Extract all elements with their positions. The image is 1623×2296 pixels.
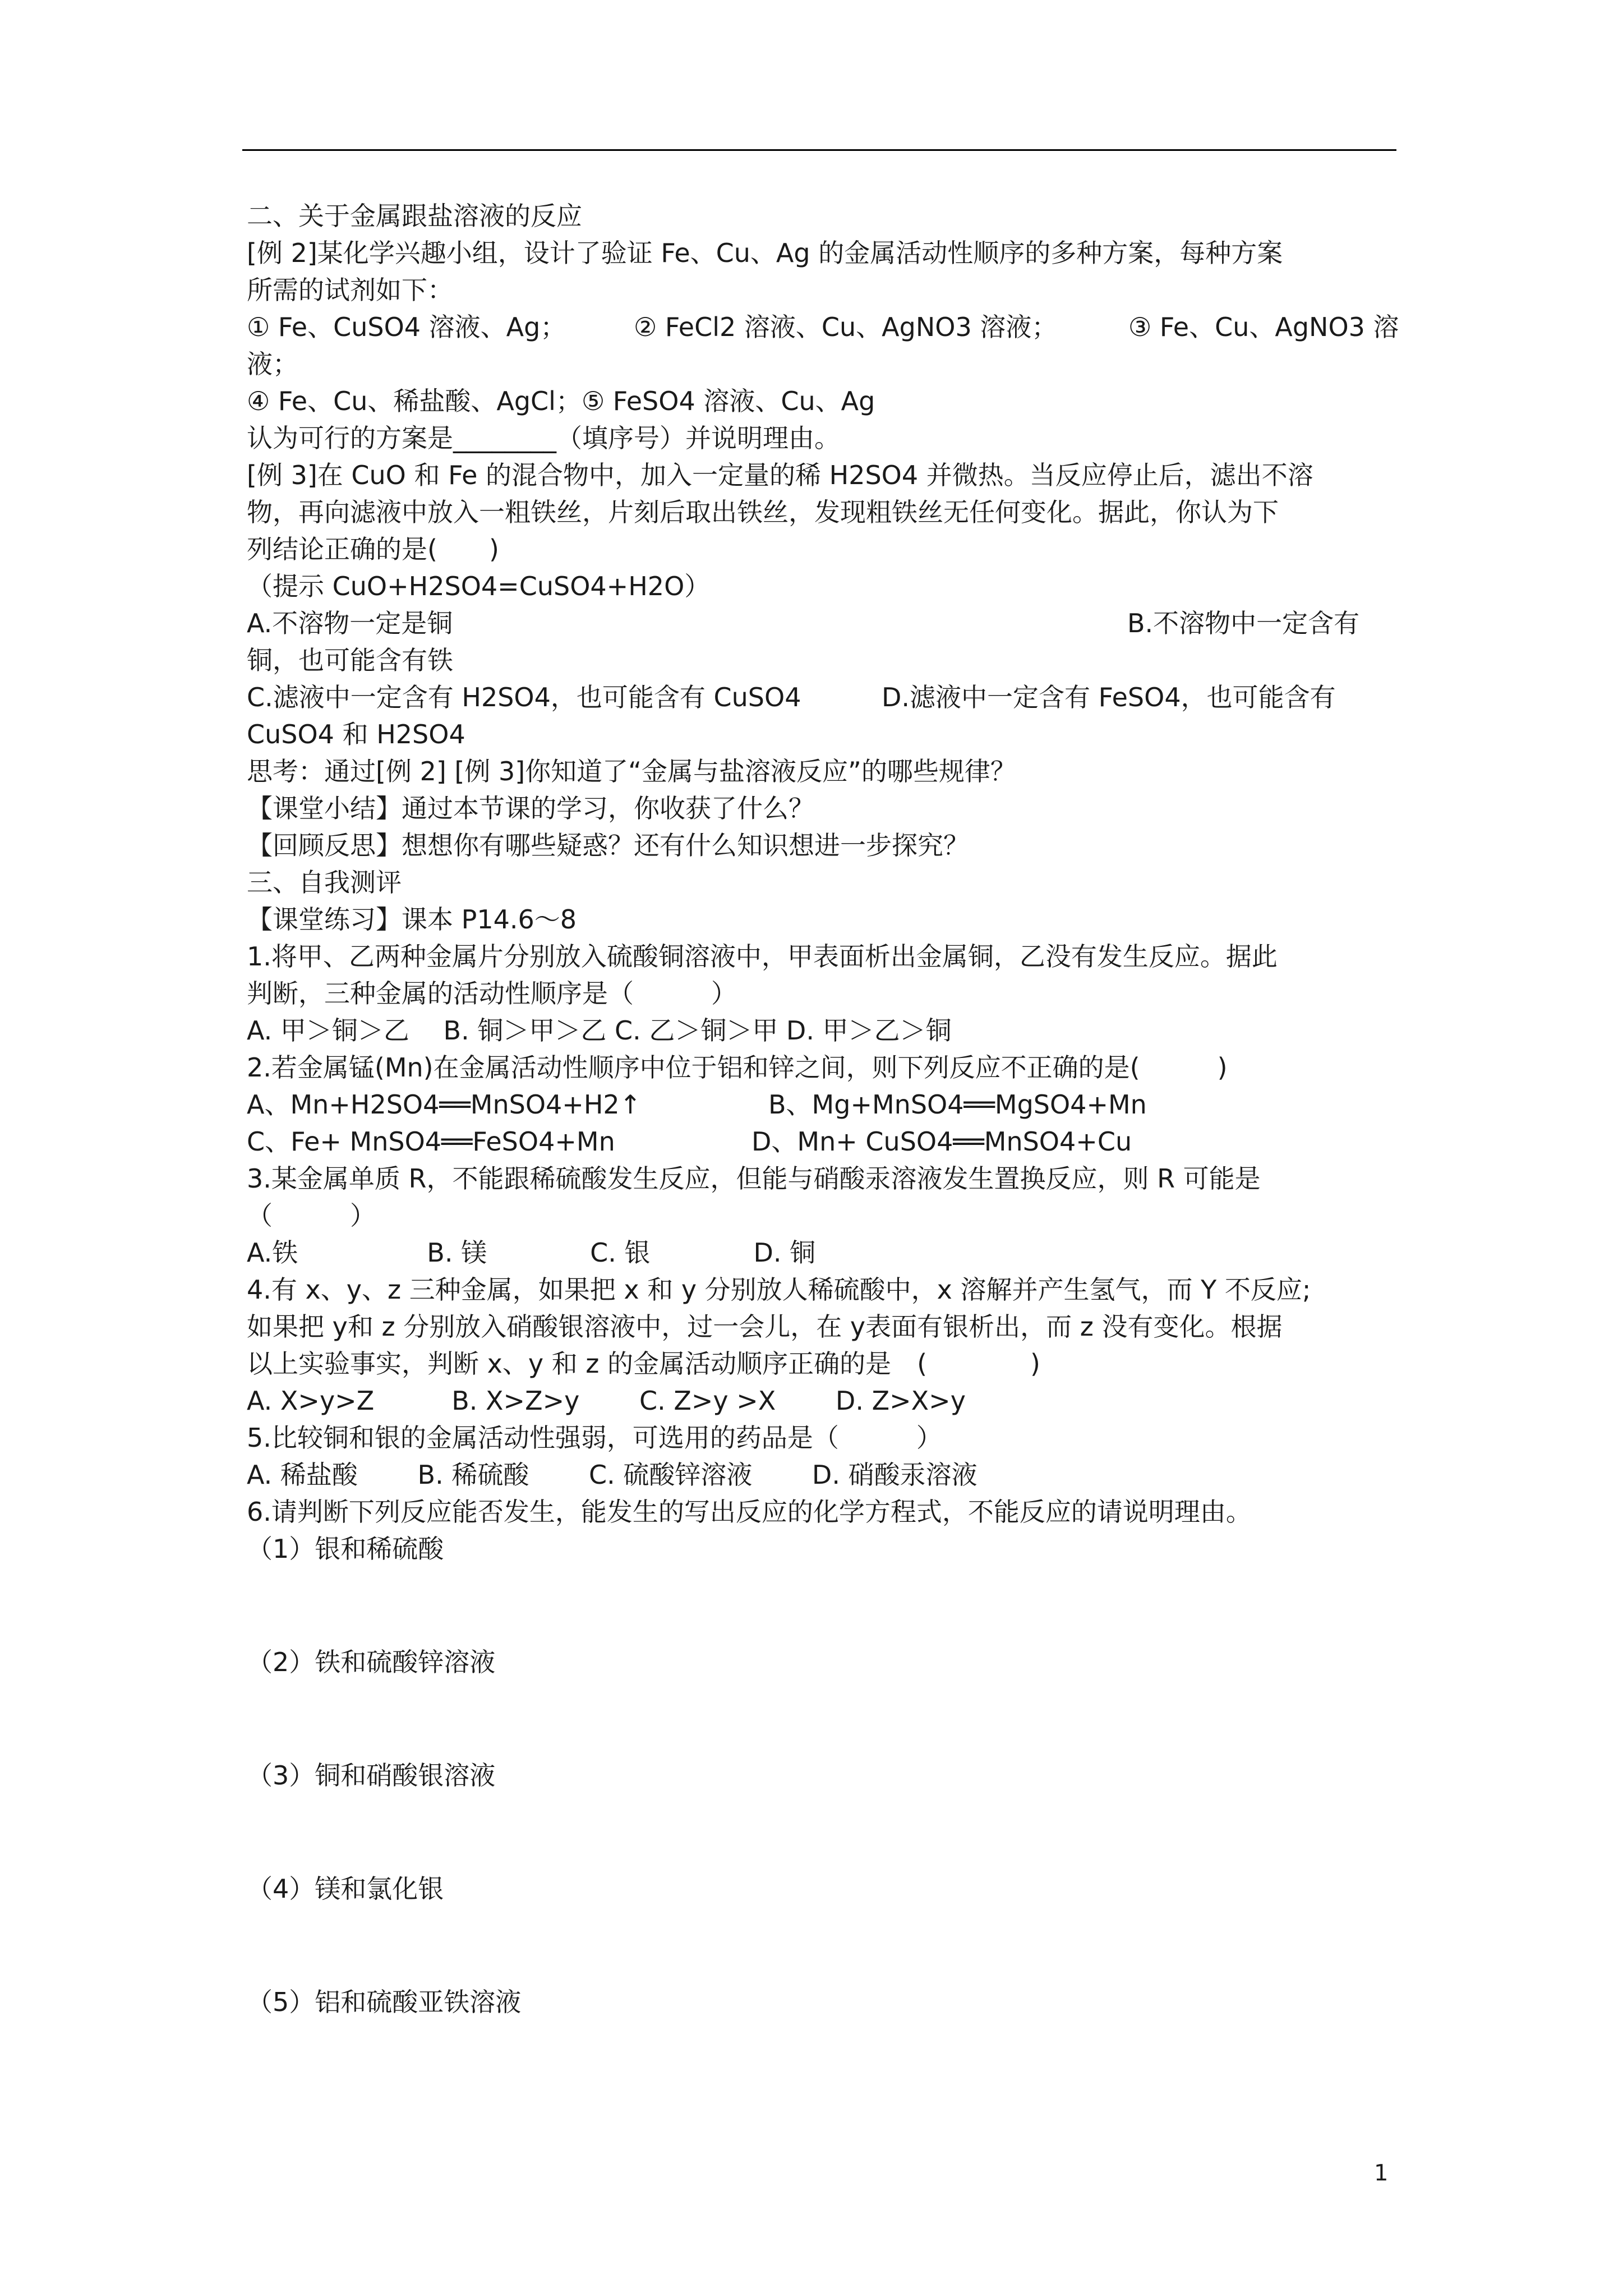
question-3-options: A.铁 B. 镁 C. 银 D. 铜 bbox=[247, 1237, 816, 1268]
example-3-option-b: B.不溶物中一定含有 bbox=[1127, 608, 1360, 638]
answer-space bbox=[247, 1567, 1402, 1644]
example-2-options-4-5: ④ Fe、Cu、稀盐酸、AgCl；⑤ FeSO4 溶液、Cu、Ag bbox=[247, 386, 875, 416]
question-4-stem-line-1: 4.有 x、y、z 三种金属，如果把 x 和 y 分别放人稀硫酸中，x 溶解并产生氢气，而 Y 不反应; bbox=[247, 1274, 1311, 1305]
question-1-stem-line-2: 判断，三种金属的活动性顺序是（ ） bbox=[247, 978, 737, 1009]
answer-space bbox=[247, 1907, 1402, 1984]
question-2-option-d: D、Mn+ CuSO4══MnSO4+Cu bbox=[751, 1126, 1132, 1157]
header-rule bbox=[242, 149, 1396, 151]
example-3-option-d-cont: CuSO4 和 H2SO4 bbox=[247, 719, 465, 749]
example-3-option-b-cont: 铜，也可能含有铁 bbox=[247, 645, 453, 675]
page-number: 1 bbox=[1374, 2160, 1389, 2186]
question-2-option-c: C、Fe+ MnSO4══FeSO4+Mn bbox=[247, 1126, 615, 1157]
example-2-option-1: ① Fe、CuSO4 溶液、Ag； bbox=[247, 312, 566, 342]
question-1-stem-line-1: 1.将甲、乙两种金属片分别放入硫酸铜溶液中，甲表面析出金属铜，乙没有发生反应。据此 bbox=[247, 941, 1278, 972]
question-5-stem: 5.比较铜和银的金属活动性强弱，可选用的药品是（ ） bbox=[247, 1423, 942, 1453]
example-3-option-c: C.滤液中一定含有 H2SO4，也可能含有 CuSO4 bbox=[247, 682, 801, 712]
question-6-item-2: （2）铁和硫酸锌溶液 bbox=[247, 1647, 496, 1677]
document-body bbox=[247, 197, 1402, 2021]
example-2-stem-line-2: 所需的试剂如下： bbox=[247, 275, 453, 305]
question-2-options-ab bbox=[247, 1086, 1402, 1123]
section-2-title: 二、关于金属跟盐溶液的反应 bbox=[247, 201, 582, 231]
question-1-options: A. 甲＞铜＞乙 B. 铜＞甲＞乙 C. 乙＞铜＞甲 D. 甲＞乙＞铜 bbox=[247, 1015, 952, 1046]
question-6-item-4: （4）镁和氯化银 bbox=[247, 1874, 444, 1904]
question-4-stem-line-2: 如果把 y和 z 分别放入硝酸银溶液中，过一会儿，在 y表面有银析出，而 z 没有变化。根据 bbox=[247, 1312, 1283, 1342]
answer-space bbox=[247, 1681, 1402, 1757]
example-3-option-a: A.不溶物一定是铜 bbox=[247, 608, 453, 638]
example-3-stem-line-1: [例 3]在 CuO 和 Fe 的混合物中，加入一定量的稀 H2SO4 并微热。当反应停止后，滤出不溶 bbox=[247, 460, 1313, 490]
question-2-options-cd bbox=[247, 1123, 1402, 1160]
review-reflection: 【回顾反思】想想你有哪些疑惑？还有什么知识想进一步探究？ bbox=[247, 830, 969, 861]
question-6-item-1: （1）银和稀硫酸 bbox=[247, 1534, 444, 1564]
example-2-stem-line-1: [例 2]某化学兴趣小组，设计了验证 Fe、Cu、Ag 的金属活动性顺序的多种方案，每种方案 bbox=[247, 238, 1283, 268]
question-6-stem: 6.请判断下列反应能否发生，能发生的写出反应的化学方程式，不能反应的请说明理由。 bbox=[247, 1497, 1252, 1527]
class-practice: 【课堂练习】课本 P14.6～8 bbox=[247, 904, 577, 935]
example-3-stem-line-2: 物，再向滤液中放入一粗铁丝，片刻后取出铁丝，发现粗铁丝无任何变化。据此，你认为下 bbox=[247, 497, 1279, 527]
example-2-option-3: ③ Fe、Cu、AgNO3 溶 bbox=[1128, 312, 1399, 342]
question-4-stem-line-3: 以上实验事实，判断 x、y 和 z 的金属活动顺序正确的是 ( ) bbox=[247, 1349, 1040, 1379]
reflection-think: 思考：通过[例 2] [例 3]你知道了“金属与盐溶液反应”的哪些规律？ bbox=[247, 756, 1016, 786]
question-2-stem: 2.若金属锰(Mn)在金属活动性顺序中位于铝和锌之间，则下列反应不正确的是( ) bbox=[247, 1052, 1228, 1083]
example-3-stem-line-3: 列结论正确的是( ) bbox=[247, 534, 499, 564]
example-2-option-2: ② FeCl2 溶液、Cu、AgNO3 溶液； bbox=[634, 312, 1058, 342]
question-2-option-a: A、Mn+H2SO4══MnSO4+H2↑ bbox=[247, 1089, 642, 1120]
question-6-item-5: （5）铝和硫酸亚铁溶液 bbox=[247, 1987, 522, 2017]
question-3-stem-line-1: 3.某金属单质 R，不能跟稀硫酸发生反应，但能与硝酸汞溶液发生置换反应，则 R 可能是 bbox=[247, 1163, 1261, 1194]
answer-space bbox=[247, 1794, 1402, 1870]
example-2-options-row bbox=[247, 309, 1402, 346]
example-2-question: 认为可行的方案是________（填序号）并说明理由。 bbox=[247, 423, 840, 453]
example-3-hint: （提示 CuO+H2SO4=CuSO4+H2O） bbox=[247, 571, 711, 601]
example-3-options-cd bbox=[247, 679, 1402, 716]
class-summary: 【课堂小结】通过本节课的学习，你收获了什么？ bbox=[247, 793, 814, 823]
section-3-title: 三、自我测评 bbox=[247, 867, 402, 898]
question-6-item-3: （3）铜和硝酸银溶液 bbox=[247, 1760, 496, 1791]
question-4-options: A. X>y>Z B. X>Z>y C. Z>y >X D. Z>X>y bbox=[247, 1386, 966, 1416]
question-3-stem-line-2: （ ） bbox=[247, 1200, 376, 1231]
example-3-options-ab bbox=[247, 605, 1402, 642]
example-3-option-d: D.滤液中一定含有 FeSO4，也可能含有 bbox=[882, 682, 1336, 712]
example-2-option-3-cont: 液； bbox=[247, 349, 298, 379]
question-2-option-b: B、Mg+MnSO4══MgSO4+Mn bbox=[768, 1089, 1147, 1120]
question-5-options: A. 稀盐酸 B. 稀硫酸 C. 硫酸锌溶液 D. 硝酸汞溶液 bbox=[247, 1460, 978, 1490]
